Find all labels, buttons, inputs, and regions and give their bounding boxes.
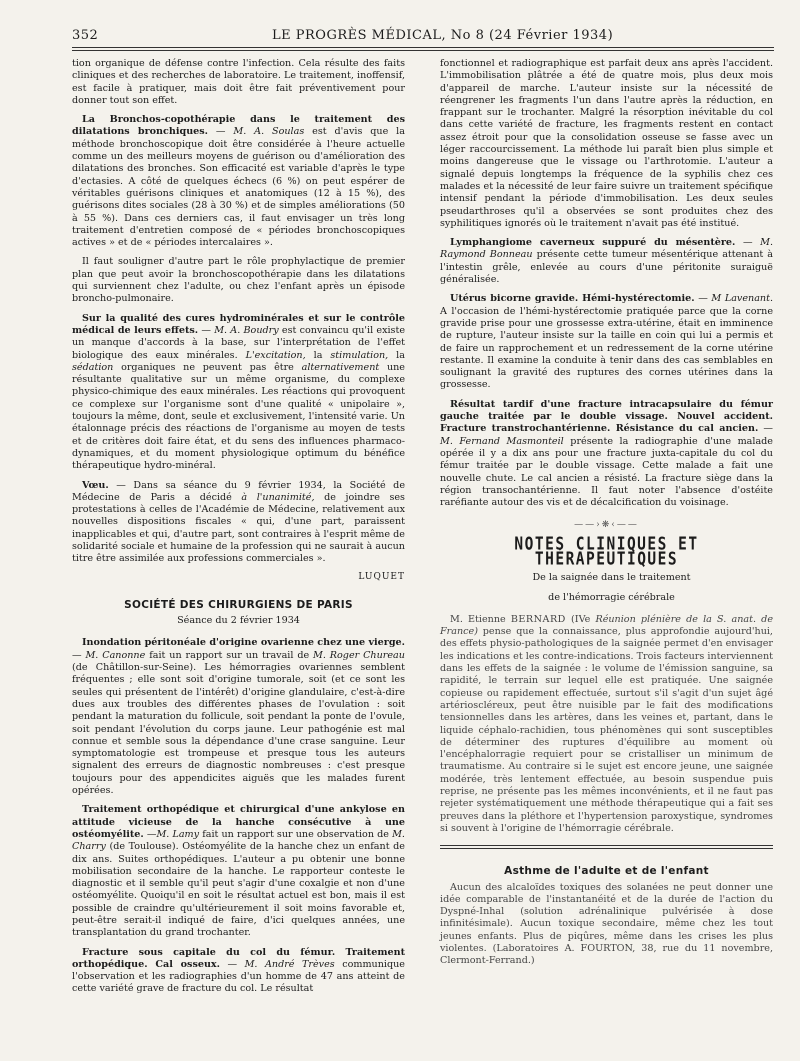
article-saignee: M. Etienne BERNARD (IVe Réunion plénière de la S. anat. de France) pense que la connaissance, plus approfondie aujourd'hui, des effets physio-pathologiques de la saignée permet d'en envisager les indications et les contre-indications. Trois facteurs interviennent dans les effets de la saignée : le volume de l'émission sanguine, sa rapidité, le terrain sur lequel elle est pratiquée. Une saignée copieuse ou rapidement effectuée, surtout s'il s'agit d'un sujet âgé artérioscléreux, peut être nuisible par le fait des modifications tensionnelles dans les artères, dans les veines et, partant, dans le liquide céphalo-rachidien, tous phénomènes qui sont susceptibles de déterminer des ruptures d'équilibre au moment où l'encéphalorragie requiert pour se cristalliser un minimum de traumatisme. Au contraire si le sujet est encore jeune, une saignée modérée, très lentement effectuée, au besoin suspendue puis reprise, ne présente pas les mêmes inconvénients, et il ne faut pas rejeter systématiquement une méthode thérapeutique qui a fait ses preuves dans la pléthore et l'hypertension paroxystique, syndromes si souvent à l'origine de l'hémorragie cérébrale. <box>440 613 773 834</box>
article-lymphangioma: Lymphangiome caverneux suppuré du mésentère. — M. Raymond Bonneau présente cette tumeur mésentérique attenant à l'intestin grêle, enlevée au cours d'une péritonite suraiguë généralisée. <box>440 237 773 286</box>
page-number: 352 <box>72 28 99 43</box>
signature: LUQUET <box>358 571 405 582</box>
paragraph: fonctionnel et radiographique est parfait deux ans après l'accident. L'immobilisation plâtrée a été de quatre mois, plus deux mois d'appareil de marche. L'auteur insiste sur la nécessité de réengrener les fragments l'un dans l'autre après la réduction, en frappant sur le trochanter. Malgré la résorption inévitable du col dans cette variété de fracture, les fragments restent en contact assez étroit pour que la consolidation osseuse se fasse avec un léger raccourcissement. La méthode lui paraît bien plus simple et moins dangereuse que le vissage ou l'arthrotomie. L'auteur a signalé depuis longtemps la fréquence de la syphilis chez ces malades et la nécessité de leur faire suivre un traitement spécifique intensif pendant la période d'immobilisation. Les deux seules pseudarthroses qu'il a observées se sont produites chez des syphilitiques ignorés où le traitement n'avait pas été institué. <box>440 58 773 229</box>
article-ankylosis: Traitement orthopédique et chirurgical d'une ankylose en attitude vicieuse de la hanche consécutive à une ostéomyélite. —M. Lamy fait un rapport sur une observation de M. Charry (de Toulouse). Ostéomyélite de la hanche chez un enfant de dix ans. Suites orthopédiques. L'auteur a pu obtenir une bonne mobilisation secondaire de la hanche. Le rapporteur conteste le diagnostic et il semble qu'il peut s'agir d'une coxalgie et non d'une ostéomyélite. Quoiqu'il en soit le résultat actuel est bon, mais il est possible de craindre qu'ultérieurement il soit moins favorable et, peut-être serait-il indiqué de faire, d'ici quelques années, une transplantation du grand trochanter. <box>72 804 405 939</box>
article-ovarian: Inondation péritonéale d'origine ovarienne chez une vierge. — M. Canonne fait un rapport sur un travail de M. Roger Chureau (de Châtillon-sur-Seine). Les hémorragies ovariennes semblent fréquentes ; elle sont soit d'origine tumorale, soit (et ce sont les seules qui présentent de l'intérêt) d'origine glandulaire, c'est-à-dire dues aux troubles des différentes phases de l'ovulation : soit pendant la maturation du follicule, soit pendant la ponte de l'ovule, soit pendant l'évolution du corps jaune. Leur pathogénie est mal connue et semble sous la dépendance d'une crase sanguine. Leur symptomatologie est trompeuse et presque tous les auteurs signalent des erreurs de diagnostic nombreuses : c'est presque toujours pour des appendicites aiguës que les malades furent opérées. <box>72 637 405 797</box>
header-rule <box>72 47 774 51</box>
article-femur: Résultat tardif d'une fracture intracapsulaire du fémur gauche traitée par le double vissage. Nouvel accident. Fracture transtrochantérienne. Résistance du cal ancien. — M. Fernand Masmonteil présente la radiographie d'une malade opérée il y a dix ans pour une fracture juxta-capitale du col du fémur traitée par le double vissage. Cette malade a fait une nouvelle chute. Le cal ancien a résisté. La fracture siège dans la région transochantérienne. Il faut noter l'absence d'ostéite raréfiante autour des vis et de décalcification du voisinage. <box>440 398 773 509</box>
article-uterus: Utérus bicorne gravide. Hémi-hystérectomie. — M Lavenant. A l'occasion de l'hémi-hystérectomie pratiquée parce que la corne gravide prise pour une grossesse extra-utérine, était en imminence de rupture, l'auteur insiste sur la taille en coin qui lui a permis et de faire un rapprochement et un redressement de la corne utérine restante. Il examine la conduite à tenir dans des cas semblables en soulignant la gravité des ruptures des cornes utérines dans la grossesse. <box>440 293 774 391</box>
advertisement-text: Aucun des alcaloïdes toxiques des solanées ne peut donner une idée comparable de l'instantanéité et de la durée de l'action du Dyspné-Inhal (solution adrénalinique pulvérisée à dose infinitésimale). Aucun toxique secondaire, même chez les tout jeunes enfants. Plus de piqûres, même dans les crises les plus violentes. (Laboratoires A. FOURTON, 38, rue du 11 novembre, Clermont-Ferrand.) <box>440 881 774 967</box>
notes-subtitle-line1: De la saignée dans le traitement <box>532 572 691 584</box>
notes-subtitle-line2: de l'hémorragie cérébrale <box>548 591 675 603</box>
article-bronchoscopy: La Bronchos-copothérapie dans le traitement des dilatations bronchiques. — M. A. Soulas est d'avis que la méthode bronchoscopique doit être considérée à l'heure actuelle comme un des meilleurs moyens de guérison ou d'amélioration des dilatations des bronches. Son efficacité est variable d'après le type d'ectasies. A côté de quelques échecs (6 %) on peut espérer de véritables guérisons cliniques et anatomiques (12 à 15 %), des guérisons dites sociales (28 à 30 %) et de simples améliorations (50 à 55 %). Dans ces derniers cas, il faut envisager un très long traitement d'entretien composé de « périodes bronchoscopiques actives » et de « périodes intercalaires ». <box>72 114 405 249</box>
article-hydromineral: Sur la qualité des cures hydrominérales et sur le contrôle médical de leurs effets. — M. A. Boudry est convaincu qu'il existe un manque d'accords à la base, sur l'interprétation de l'effet biologique des eaux minérales. L'excitation, la stimulation, la sédation organiques ne peuvent pas être alternativement une résultante qualitative sur un même organisme, du complexe physico-chimique des eaux minérales. Les réactions qui provoquent ce complexe sur l'organisme sont d'une qualité « unipolaire », toujours la même, dont, seule et exclusivement, l'intensité varie. Un étalonnage précis des réactions de l'organisme au moyen de tests et de critères doit faire état, et du sens des influences pharmaco-dynamiques, et du moment physiologique optimum du bénéfice thérapeutique hydro-minéral. <box>72 312 406 472</box>
left-column <box>72 58 405 1003</box>
box-title: Asthme de l'adulte et de l'enfant <box>504 865 709 878</box>
paragraph: Il faut souligner d'autre part le rôle prophylactique de premier plan que peut avoir la bronchoscopothérapie dans les dilatations qui surviennent chez l'adulte, ou chez l'enfant après un épisode broncho-pulmonaire. <box>72 256 405 305</box>
notes-section-title: NOTES CLINIQUES ET THÉRAPEUTIQUES <box>514 534 699 570</box>
article-fracture: Fracture sous capitale du col du fémur. Traitement orthopédique. Cal osseux. — M. André Trèves communique l'observation et les radiographies d'un homme de 47 ans atteint de cette variété grave de fracture du col. Le résultat <box>72 946 405 995</box>
right-column <box>440 58 773 975</box>
ornament-divider: ——›❋‹—— <box>574 520 639 531</box>
box-divider <box>440 845 773 849</box>
running-title: LE PROGRÈS MÉDICAL, No 8 (24 Février 1934) <box>272 28 614 43</box>
section-title: SOCIÉTÉ DES CHIRURGIENS DE PARIS <box>124 598 353 611</box>
section-subtitle: Séance du 2 février 1934 <box>177 615 300 627</box>
article-voeu: Vœu. — Dans sa séance du 9 février 1934, la Société de Médecine de Paris a décidé à l'unanimité, de joindre ses protestations à celles de l'Académie de Médecine, relativement aux nouvelles dispositions fiscales « qui, d'une part, paraissent inapplicables et qui, d'autre part, sont contraires à l'esprit même de solidarité sociale et humaine de la profession qui ne saurait à aucun titre être assimilée aux professions commerciales ». <box>72 479 405 565</box>
paragraph: tion organique de défense contre l'infection. Cela résulte des faits cliniques et des recherches de laboratoire. Le traitement, inoffensif, est facile à pratiquer, mais doit être fait préventivement pour donner tout son effet. <box>72 58 405 106</box>
